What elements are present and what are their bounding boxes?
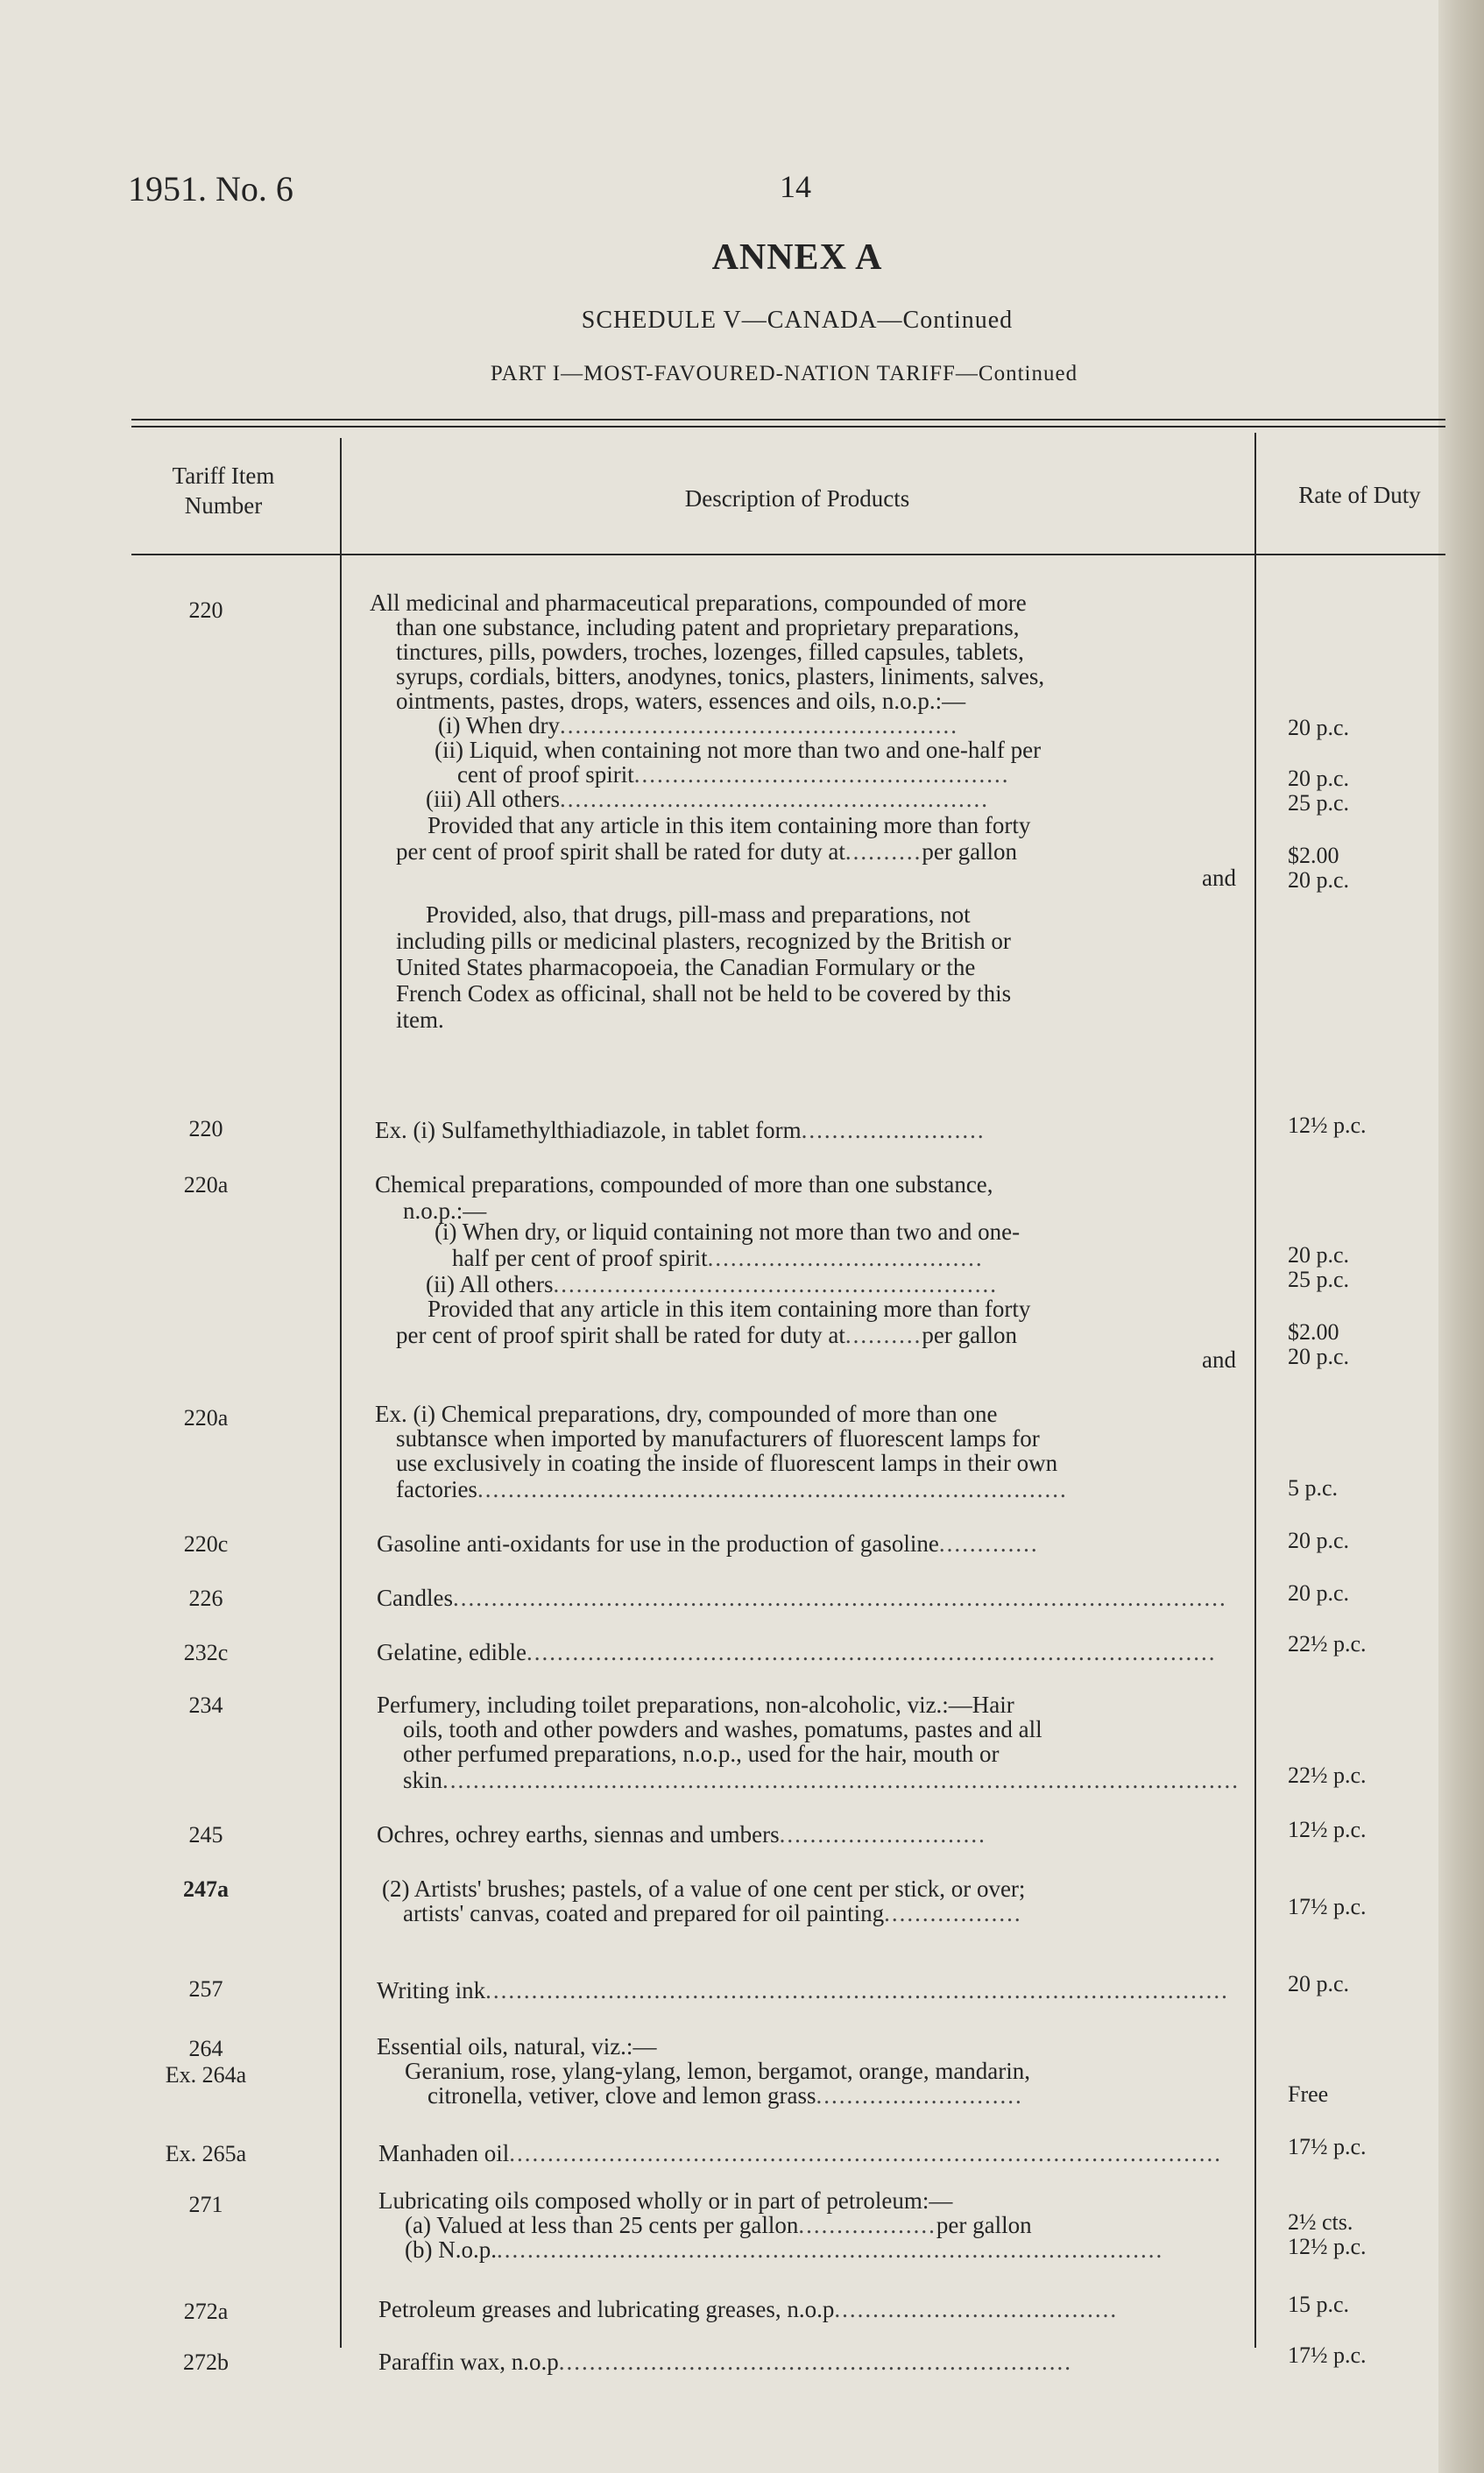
item-number: 226: [188, 1586, 223, 1611]
rate-value: 17½ p.c.: [1288, 2134, 1367, 2159]
description-line: factories.............................................................................: [396, 1476, 1068, 1502]
description-line: (iii) All others........................................................: [426, 786, 989, 812]
rate-value: 22½ p.c.: [1288, 1631, 1367, 1657]
item-number: 245: [188, 1822, 223, 1848]
description-line: Candles.....................................................................................................: [377, 1585, 1227, 1611]
schedule-title: SCHEDULE V—CANADA—Continued: [581, 307, 1014, 334]
rate-value: 20 p.c.: [1288, 1528, 1350, 1553]
description-line: Provided, also, that drugs, pill-mass and preparations, not: [426, 901, 971, 928]
description-line: Ex. (i) Sulfamethylthiadiazole, in tablet form........................: [375, 1117, 986, 1143]
description-line: (ii) Liquid, when containing not more than two and one-half per: [435, 737, 1042, 763]
description-line: ointments, pastes, drops, waters, essences and oils, n.o.p.:—: [396, 688, 966, 714]
item-number: 272a: [183, 2299, 229, 2324]
description-line: artists' canvas, coated and prepared for oil painting..................: [403, 1900, 1022, 1926]
rate-value: Free: [1288, 2081, 1329, 2107]
description-line: Ex. (i) Chemical preparations, dry, compounded of more than one: [375, 1401, 998, 1427]
rate-value: 2½ cts.: [1288, 2209, 1353, 2235]
item-number: 271: [188, 2192, 223, 2217]
description-line: cent of proof spirit.................................................: [457, 761, 1010, 788]
rate-value: 17½ p.c.: [1288, 1894, 1367, 1919]
description-line: Chemical preparations, compounded of more than one substance,: [375, 1171, 993, 1198]
column-header-rate: Rate of Duty: [1298, 482, 1421, 508]
description-line: and: [1202, 1346, 1236, 1373]
description-line: Ochres, ochrey earths, siennas and umbers...........................: [377, 1821, 986, 1848]
table-top-rule-2: [131, 426, 1445, 427]
description-line: (a) Valued at less than 25 cents per gallon..................per gallon: [405, 2212, 1032, 2238]
description-line: Essential oils, natural, viz.:—: [377, 2033, 657, 2060]
description-line: Gelatine, edible..........................................................................................: [377, 1639, 1217, 1665]
rate-value: 20 p.c.: [1288, 867, 1350, 893]
rate-value: $2.00: [1288, 1319, 1339, 1345]
description-line: (i) When dry, or liquid containing not more than two and one-: [435, 1219, 1021, 1245]
description-line: item.: [396, 1007, 444, 1033]
description-line: skin........................................................................................................: [403, 1767, 1240, 1793]
rate-value: $2.00: [1288, 843, 1339, 868]
rate-value: 15 p.c.: [1288, 2292, 1350, 2317]
description-line: Petroleum greases and lubricating greases, n.o.p.....................................: [378, 2296, 1119, 2322]
description-line: other perfumed preparations, n.o.p., used for the hair, mouth or: [403, 1741, 1000, 1767]
description-line: subtansce when imported by manufacturers of fluorescent lamps for: [396, 1425, 1040, 1452]
part-title: PART I—MOST-FAVOURED-NATION TARIFF—Continued: [490, 362, 1078, 385]
description-line: Lubricating oils composed wholly or in part of petroleum:—: [378, 2187, 953, 2214]
description-line: United States pharmacopoeia, the Canadian Formulary or the: [396, 954, 976, 980]
description-line: citronella, vetiver, clove and lemon grass...........................: [428, 2082, 1023, 2109]
item-number: 264: [188, 2036, 223, 2061]
rate-value: 20 p.c.: [1288, 1580, 1350, 1606]
page-number: 14: [780, 169, 811, 204]
item-number: 234: [188, 1692, 223, 1718]
description-line: Paraffin wax, n.o.p...................................................................: [378, 2349, 1072, 2375]
description-line: including pills or medicinal plasters, recognized by the British or: [396, 928, 1011, 954]
description-line: Geranium, rose, ylang-ylang, lemon, bergamot, orange, mandarin,: [405, 2058, 1031, 2084]
description-line: (b) N.o.p........................................................................................: [405, 2236, 1164, 2263]
rate-value: 12½ p.c.: [1288, 2234, 1367, 2259]
rate-value: 20 p.c.: [1288, 715, 1350, 740]
item-number: Ex. 264a: [165, 2062, 247, 2088]
item-number: 272b: [183, 2349, 229, 2375]
item-number: 220a: [183, 1405, 229, 1431]
description-line: Provided that any article in this item containing more than forty: [428, 1296, 1031, 1322]
description-line: per cent of proof spirit shall be rated for duty at..........per gallon: [396, 1322, 1018, 1348]
description-line: Perfumery, including toilet preparations, non-alcoholic, viz.:—Hair: [377, 1692, 1014, 1718]
rate-value: 12½ p.c.: [1288, 1817, 1367, 1842]
description-line: use exclusively in coating the inside of fluorescent lamps in their own: [396, 1450, 1058, 1476]
rate-value: 20 p.c.: [1288, 1344, 1350, 1369]
annex-title: ANNEX A: [711, 237, 883, 278]
description-line: Provided that any article in this item containing more than forty: [428, 812, 1031, 838]
item-number: 220: [188, 597, 223, 623]
column-header-item: Tariff Item Number: [172, 463, 275, 519]
description-line: than one substance, including patent and proprietary preparations,: [396, 614, 1020, 640]
rate-value: 12½ p.c.: [1288, 1113, 1367, 1138]
description-line: Writing ink.................................................................................................: [377, 1977, 1229, 2003]
rate-value: 20 p.c.: [1288, 766, 1350, 791]
rate-value: 20 p.c.: [1288, 1971, 1350, 1996]
table-top-rule-1: [131, 419, 1445, 420]
description-line: half per cent of proof spirit....................................: [452, 1245, 984, 1271]
item-number: 247a: [183, 1876, 229, 1902]
description-line: (i) When dry....................................................: [438, 712, 958, 738]
item-number: 232c: [183, 1640, 229, 1665]
description-line: and: [1202, 865, 1236, 891]
rate-value: 5 p.c.: [1288, 1475, 1339, 1501]
rate-value: 17½ p.c.: [1288, 2342, 1367, 2368]
column-divider-left: [340, 438, 342, 2348]
rate-value: 25 p.c.: [1288, 790, 1350, 816]
description-line: oils, tooth and other powders and washes, pomatums, pastes and all: [403, 1716, 1042, 1742]
header-bottom-rule: [131, 554, 1445, 555]
description-line: French Codex as officinal, shall not be held to be covered by this: [396, 980, 1012, 1007]
description-line: Gasoline anti-oxidants for use in the production of gasoline.............: [377, 1530, 1039, 1557]
rate-value: 25 p.c.: [1288, 1267, 1350, 1292]
header-year-number: 1951. No. 6: [128, 169, 293, 208]
item-number: 220a: [183, 1172, 229, 1198]
description-line: All medicinal and pharmaceutical preparations, compounded of more: [370, 590, 1027, 616]
description-line: Manhaden oil.............................................................................................: [378, 2140, 1222, 2166]
item-number: Ex. 265a: [165, 2141, 247, 2166]
description-line: (ii) All others..........................................................: [426, 1271, 998, 1297]
rate-value: 22½ p.c.: [1288, 1763, 1367, 1788]
description-line: syrups, cordials, bitters, anodynes, tonics, plasters, liniments, salves,: [396, 663, 1045, 689]
item-number: 257: [188, 1976, 223, 2002]
description-line: n.o.p.:—: [403, 1198, 487, 1224]
item-number: 220c: [183, 1531, 229, 1557]
item-number: 220: [188, 1116, 223, 1141]
column-divider-right: [1254, 433, 1256, 2348]
description-line: tinctures, pills, powders, troches, lozenges, filled capsules, tablets,: [396, 639, 1024, 665]
column-header-description: Description of Products: [684, 485, 910, 512]
rate-value: 20 p.c.: [1288, 1242, 1350, 1268]
description-line: per cent of proof spirit shall be rated for duty at..........per gallon: [396, 838, 1018, 865]
description-line: (2) Artists' brushes; pastels, of a value of one cent per stick, or over;: [382, 1876, 1026, 1902]
